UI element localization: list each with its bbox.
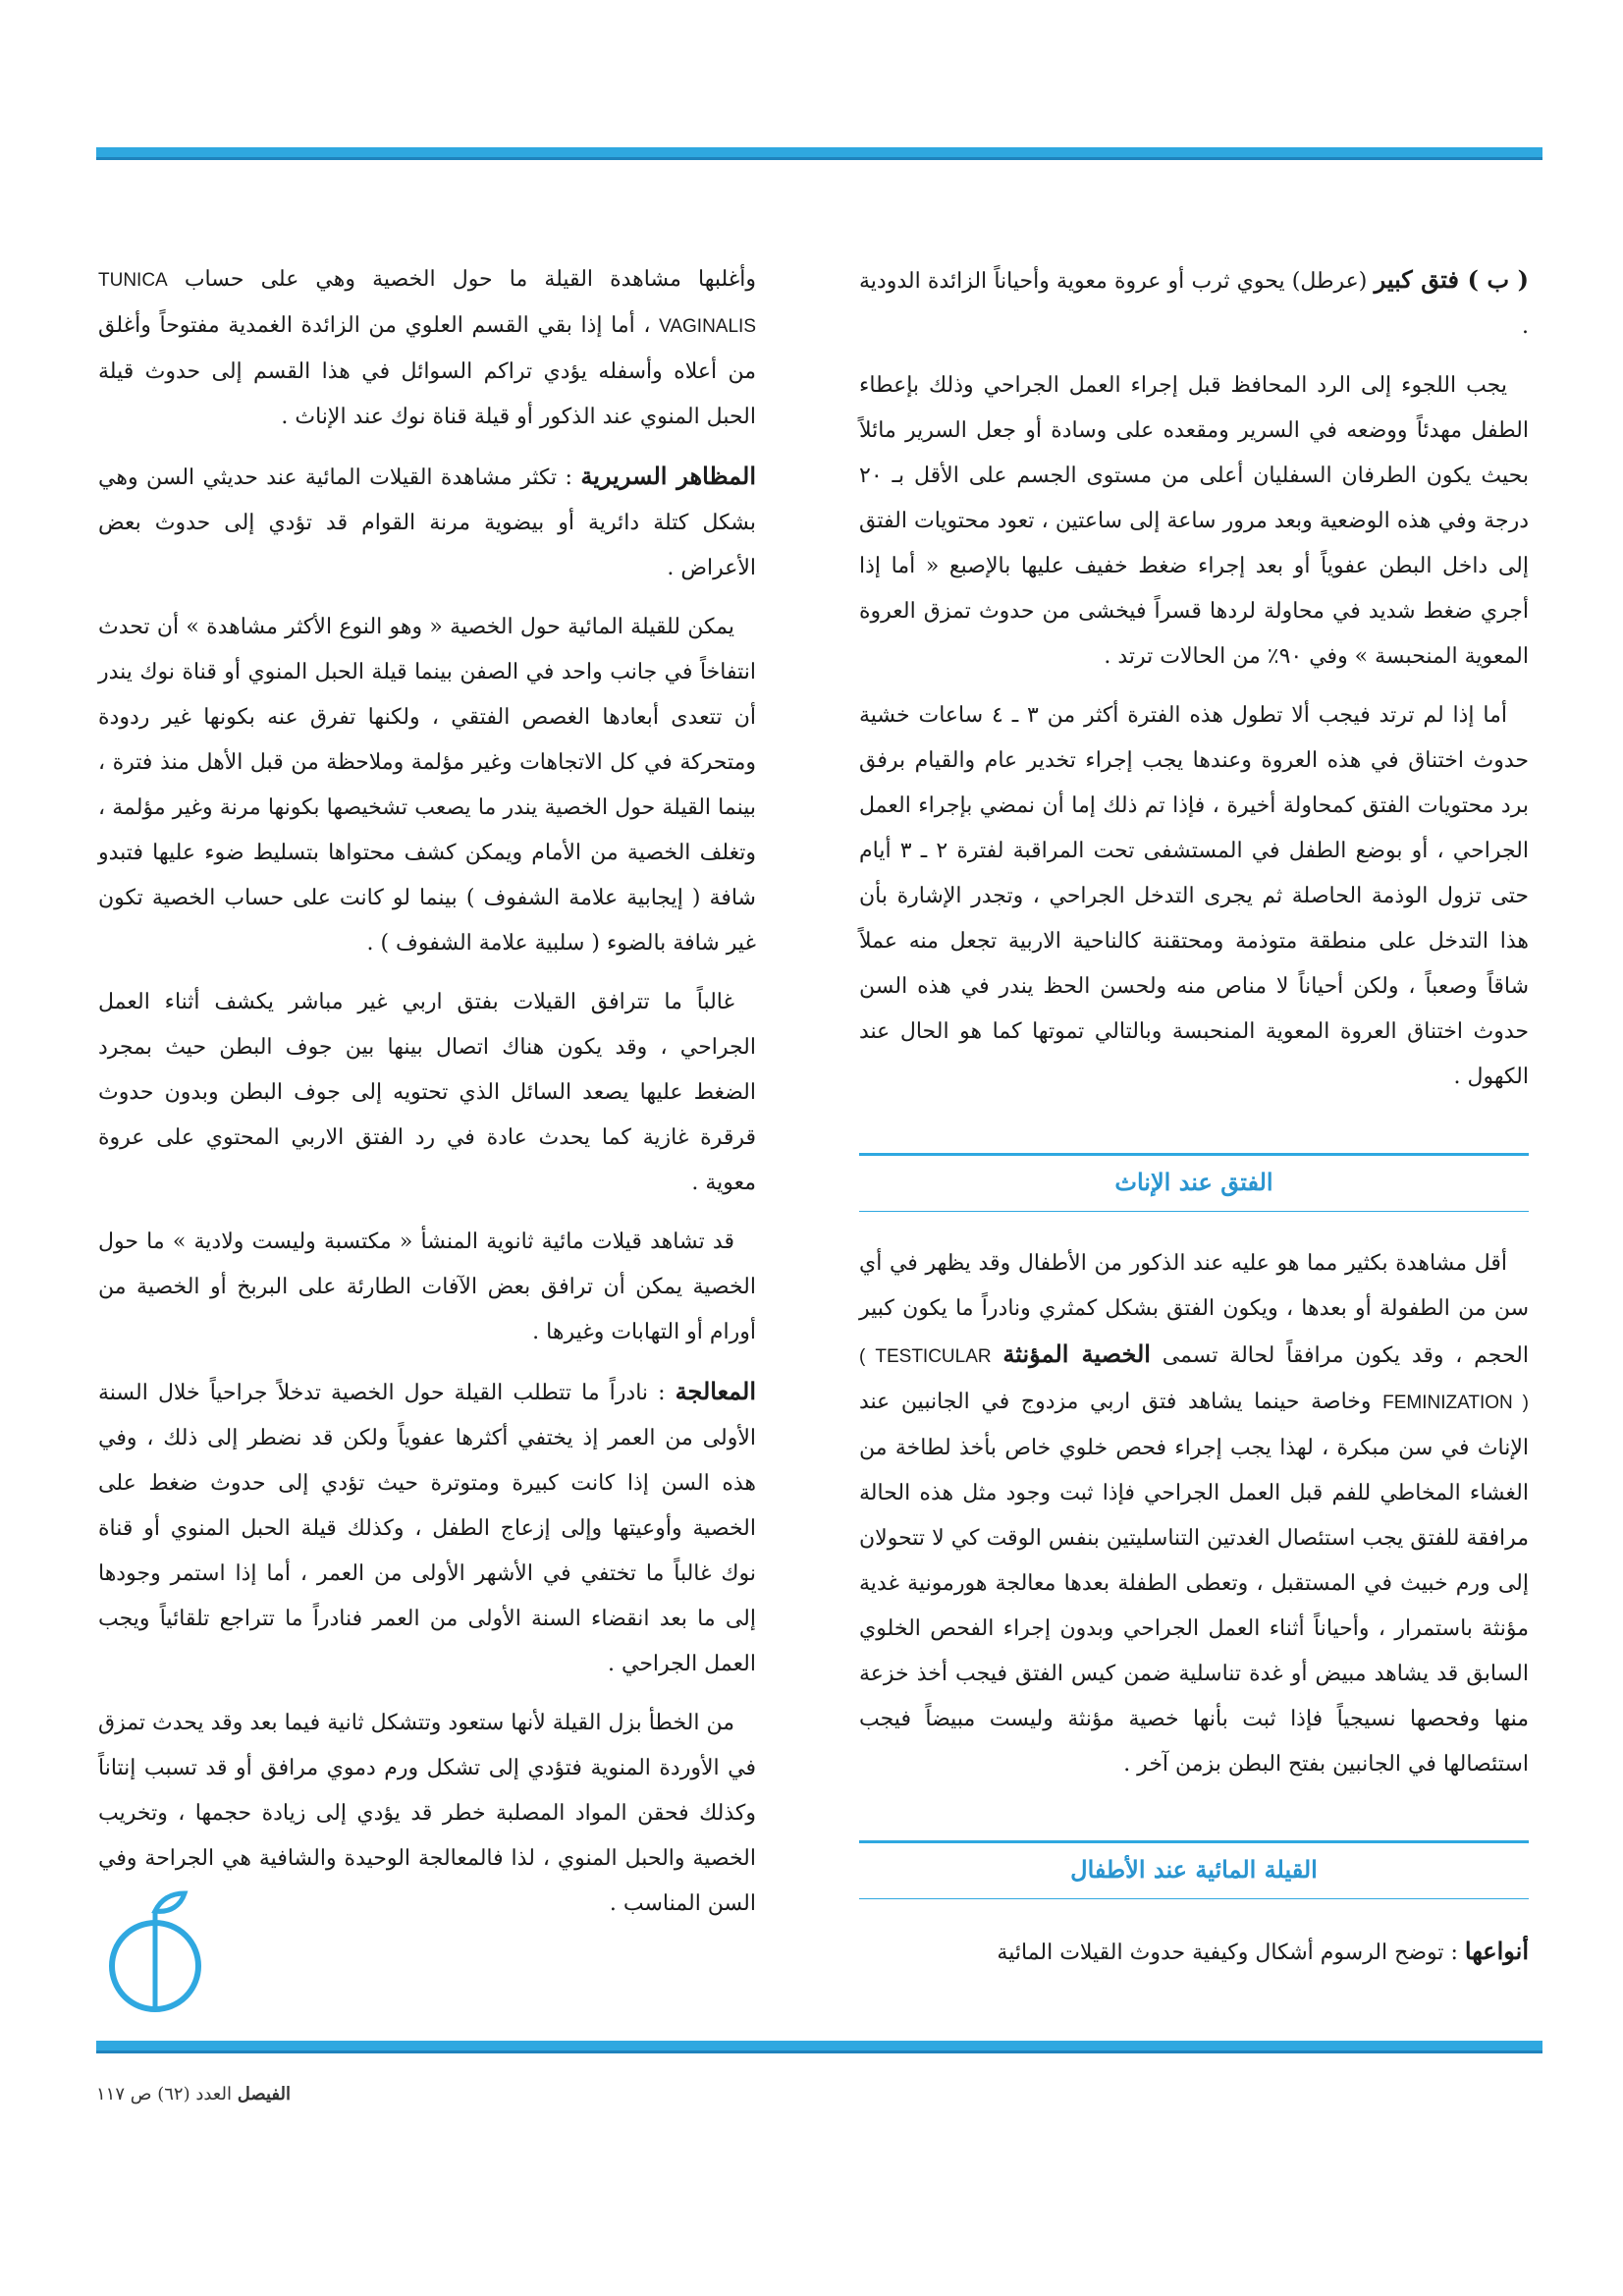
- latin-term: ( TESTICULAR FEMINIZATION ): [859, 1346, 1529, 1413]
- paragraph-text: وأغلبها مشاهدة القيلة ما حول الخصية وهي على حساب: [167, 267, 756, 292]
- paragraph: [859, 1241, 1529, 1787]
- paragraph-text: : توضح الرسوم أشكال وكيفية حدوث القيلات المائية: [997, 1941, 1465, 1965]
- paragraph-text: ، أما إذا بقي القسم العلوي من الزائدة الغمدية مفتوحاً وأغلق من أعلاه وأسفله يؤدي تراكم السوائل في هذا القسم إلى حدوث قيلة الحبل المنوي عند الذكور أو قيلة قناة نوك عند الإناث .: [98, 313, 756, 429]
- paragraph: [859, 1929, 1529, 1976]
- paragraph: [98, 257, 756, 440]
- section-heading: القيلة المائية عند الأطفال: [859, 1840, 1529, 1899]
- right-column: [859, 257, 1529, 1990]
- paragraph: [859, 257, 1529, 350]
- page-footer: [96, 2084, 291, 2105]
- paragraph: يجب اللجوء إلى الرد المحافظ قبل إجراء العمل الجراحي وذلك بإعطاء الطفل مهدئاً ووضعه في السرير ومقعده على وسادة أو جعل السرير مائلاً بحيث يكون الطرفان السفليان أعلى من مستوى الجسم على الأقل بـ ٢٠ درجة وفي هذه الوضعية وبعد مرور ساعة إلى ساعتين ، تعود محتويات الفتق إلى داخل البطن عفوياً أو بعد إجراء ضغط خفيف عليها بالإصبع « أما إذا أجري ضغط شديد في محاولة لردها قسراً فيخشى من حدوث تمزق العروة المعوية المنحبسة » وفي ٩٠٪ من الحالات ترتد .: [859, 373, 1529, 669]
- bold-term: الخصية المؤنثة: [1002, 1339, 1151, 1368]
- paragraph-text: : نادراً ما تتطلب القيلة حول الخصية تدخلاً جراحياً خلال السنة الأولى من العمر إذ يختفي أكثرها عفوياً ولكن قد نضطر إلى ذلك ، وفي هذه السن إذا كانت كبيرة ومتوترة حيث تؤدي إلى حدوث ضغط على الخصية وأوعيتها وإلى إزعاج الطفل ، وكذلك قيلة الحبل المنوي أو قناة نوك غالباً ما تختفي في الأشهر الأولى من العمر ، أما إذا استمر وجودها إلى ما بعد انقضاء السنة الأولى من العمر فنادراً ما تتراجع تلقائياً ويجب العمل الجراحي .: [98, 1381, 756, 1676]
- paragraph: قد تشاهد قيلات مائية ثانوية المنشأ « مكتسبة وليست ولادية » ما حول الخصية يمكن أن ترافق بعض الآفات الطارئة على البربخ أو الخصية من أورام أو التهابات وغيرها .: [98, 1230, 756, 1344]
- paragraph: [98, 454, 756, 591]
- paragraph-text: أقل مشاهدة بكثير مما هو عليه عند الذكور من الأطفال وقد يظهر في أي سن من الطفولة أو بعدها ، ويكون الفتق بشكل كمثري ونادراً ما يكون كبير الحجم ، وقد يكون مرافقاً لحالة تسمى: [859, 1251, 1529, 1368]
- paragraph: [98, 1369, 756, 1687]
- paragraph: من الخطأ بزل القيلة لأنها ستعود وتتشكل ثانية فيما بعد وقد يحدث تمزق في الأوردة المنوية فتؤدي إلى تشكل ورم دموي مرافق أو قد تسبب إنتاناً وكذلك فحقن المواد المصلبة خطر قد يؤدي إلى زيادة حجمها ، وتخريب الخصية والحبل المنوي ، لذا فالمعالجة الوحيدة والشافية هي الجراحة وفي السن المناسب .: [98, 1711, 756, 1916]
- bottom-divider-bar: [96, 2041, 1542, 2053]
- left-column: [98, 257, 756, 1941]
- latin-term: TUNICA VAGINALIS: [98, 270, 756, 337]
- paragraph-lead: المظاهر السريرية: [580, 462, 756, 490]
- paragraph-lead: المعالجة: [675, 1377, 756, 1405]
- paragraph-lead: ( ب ) فتق كبير: [1374, 265, 1530, 294]
- paragraph-lead: أنواعها: [1464, 1937, 1529, 1965]
- paragraph: غالباً ما تترافق القيلات بفتق اربي غير مباشر يكشف أثناء العمل الجراحي ، وقد يكون هناك اتصال بينها بين جوف البطن حيث بمجرد الضغط عليها يصعد السائل الذي تحتويه إلى جوف البطن وبدون حدوث قرقرة غازية كما يحدث عادة في رد الفتق الاربي المحتوي على عروة معوية .: [98, 990, 756, 1195]
- fruit-logo-icon: [100, 1886, 210, 2013]
- paragraph: أما إذا لم ترتد فيجب ألا تطول هذه الفترة أكثر من ٣ ـ ٤ ساعات خشية حدوث اختناق في هذه العروة وعندها يجب إجراء تخدير عام والقيام برفق برد محتويات الفتق كمحاولة أخيرة ، فإذا تم ذلك إما أن نمضي بإجراء العمل الجراحي ، أو بوضع الطفل في المستشفى تحت المراقبة لفترة ٢ ـ ٣ أيام حتى تزول الوذمة الحاصلة ثم يجرى التدخل الجراحي ، وتجدر الإشارة بأن هذا التدخل على منطقة متوذمة ومحتقنة كالناحية الاربية تجعل منه عملاً شاقاً وصعباً ، ولكن أحياناً لا مناص منه ولحسن الحظ يندر في هذه السن حدوث اختناق العروة المعوية المنحبسة وبالتالي تموتها كما هو الحال عند الكهول .: [859, 703, 1529, 1089]
- paragraph-text: : تكثر مشاهدة القيلات المائية عند حديثي السن وهي بشكل كتلة دائرية أو بيضوية مرنة القوام قد تؤدي إلى حدوث بعض الأعراض .: [98, 465, 756, 580]
- paragraph-text: وخاصة حينما يشاهد فتق اربي مزدوج في الجانبين عند الإناث في سن مبكرة ، لهذا يجب إجراء فحص خلوي خاص بأخذ لطاخة من الغشاء المخاطي للفم قبل العمل الجراحي فإذا ثبت وجود مثل هذه الحالة مرافقة للفتق يجب استئصال الغدتين التناسليتين بنفس الوقت كي لا تتحولان إلى ورم خبيث في المستقبل ، وتعطى الطفلة بعدها معالجة هورمونية غدية مؤنثة باستمرار ، وأحياناً أثناء العمل الجراحي وبدون إجراء الفحص الخلوي السابق قد يشاهد مبيض أو غدة تناسلية ضمن كيس الفتق فيجب أخذ خزعة منها وفحصها نسيجياً فإذا ثبت بأنها خصية مؤنثة وليست مبيضاً فيجب استئصالها في الجانبين بفتح البطن بزمن آخر .: [859, 1390, 1529, 1777]
- issue-and-page: العدد (٦٢) ص ١١٧: [96, 2084, 238, 2105]
- top-divider-bar: [96, 147, 1542, 160]
- magazine-name: الفيصل: [237, 2084, 291, 2105]
- paragraph-text: (عرطل) يحوي ثرب أو عروة معوية وأحياناً الزائدة الدودية .: [859, 269, 1529, 339]
- paragraph: يمكن للقيلة المائية حول الخصية « وهو النوع الأكثر مشاهدة » أن تحدث انتفاخاً في جانب واحد في الصفن بينما قيلة الحبل المنوي أو قناة نوك يندر أن تتعدى أبعادها الغصص الفتقي ، ولكنها تفرق عنه بكونها غير ردودة ومتحركة في كل الاتجاهات وغير مؤلمة وملاحظة من قبل الأهل منذ فترة ، بينما القيلة حول الخصية يندر ما يصعب تشخيصها بكونها مرنة وغير مؤلمة ، وتغلف الخصية من الأمام ويمكن كشف محتواها بتسليط ضوء عليها فتبدو شافة ( إيجابية علامة الشفوف ) بينما لو كانت على حساب الخصية تكون غير شافة بالضوء ( سلبية علامة الشفوف ) .: [98, 615, 756, 956]
- section-heading: الفتق عند الإناث: [859, 1153, 1529, 1212]
